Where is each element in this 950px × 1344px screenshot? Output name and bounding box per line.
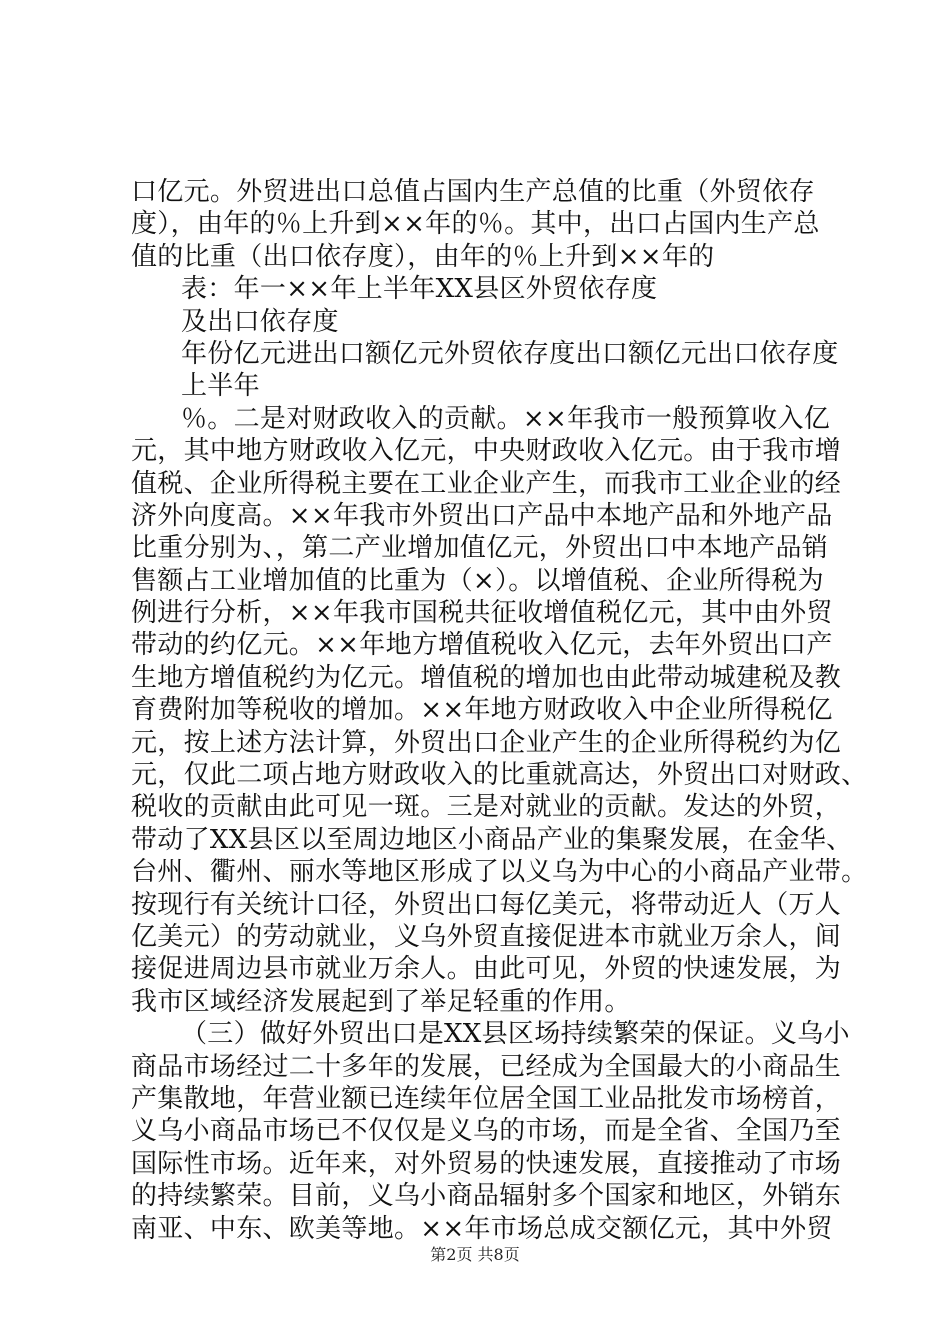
- text-line: 国际性市场。近年来，对外贸易的快速发展，直接推动了市场: [131, 1148, 842, 1179]
- text-line: 商品市场经过二十多年的发展，已经成为全国最大的小商品生: [131, 1051, 842, 1082]
- text-line: 义乌小商品市场已不仅仅是义乌的市场，而是全省、全国乃至: [131, 1116, 842, 1147]
- text-line: 值的比重（出口依存度），由年的％上升到××年的: [131, 241, 715, 272]
- page-number-label: 第2页 共8页: [430, 1245, 520, 1264]
- text-line: 售额占工业增加值的比重为（×）。以增值税、企业所得税为: [131, 565, 824, 596]
- text-line: 带动的约亿元。××年地方增值税收入亿元，去年外贸出口产: [131, 630, 833, 661]
- table-header-line: 年份亿元进出口额亿元外贸依存度出口额亿元出口依存度: [181, 338, 839, 369]
- text-line: 元，其中地方财政收入亿元，中央财政收入亿元。由于我市增: [131, 436, 842, 467]
- text-line: 产集散地，年营业额已连续年位居全国工业品批发市场榜首，: [131, 1083, 842, 1114]
- text-line: 比重分别为、，第二产业增加值亿元，外贸出口中本地产品销: [131, 533, 829, 564]
- text-line: 育费附加等税收的增加。××年地方财政收入中企业所得税亿: [131, 695, 833, 726]
- text-line: 口亿元。外贸进出口总值占国内生产总值的比重（外贸依存: [131, 177, 815, 207]
- table-caption-line: 及出口依存度: [181, 306, 339, 337]
- text-line: 元，仅此二项占地方财政收入的比重就高达，外贸出口对财政、: [131, 760, 868, 791]
- text-line: 按现行有关统计口径，外贸出口每亿美元，将带动近人（万人: [131, 889, 842, 920]
- body-text: [131, 176, 868, 1245]
- table-row-line: 上半年: [181, 371, 260, 402]
- text-line: 例进行分析，××年我市国税共征收增值税亿元，其中由外贸: [131, 598, 833, 629]
- text-line: 带动了XX县区以至周边地区小商品产业的集聚发展，在金华、: [131, 824, 853, 855]
- text-line: 值税、企业所得税主要在工业企业产生，而我市工业企业的经: [131, 468, 842, 499]
- text-line: 我市区域经济发展起到了举足轻重的作用。: [131, 986, 631, 1017]
- page-footer: [0, 1242, 950, 1265]
- text-line: 台州、衢州、丽水等地区形成了以义乌为中心的小商品产业带。: [131, 857, 868, 888]
- table-caption-line: 表：年一××年上半年XX县区外贸依存度: [181, 274, 658, 305]
- text-line: 接促进周边县市就业万余人。由此可见，外贸的快速发展，为: [131, 954, 842, 985]
- text-line: 济外向度高。××年我市外贸出口产品中本地产品和外地产品: [131, 500, 833, 531]
- text-line: 度），由年的％上升到××年的％。其中，出口占国内生产总: [131, 209, 820, 240]
- text-line: 税收的贡献由此可见一斑。三是对就业的贡献。发达的外贸，: [131, 792, 842, 823]
- text-line: （三）做好外贸出口是XX县区场持续繁荣的保证。义乌小: [181, 1019, 850, 1050]
- text-line: 的持续繁荣。目前，义乌小商品辐射多个国家和地区，外销东: [131, 1181, 842, 1212]
- text-line: 元，按上述方法计算，外贸出口企业产生的企业所得税约为亿: [131, 727, 842, 758]
- text-line: ％。二是对财政收入的贡献。××年我市一般预算收入亿: [181, 403, 831, 434]
- text-line: 生地方增值税约为亿元。增值税的增加也由此带动城建税及教: [131, 662, 842, 693]
- text-line: 亿美元）的劳动就业，义乌外贸直接促进本市就业万余人，间: [131, 921, 842, 952]
- text-line: 南亚、中东、欧美等地。××年市场总成交额亿元，其中外贸: [131, 1213, 833, 1244]
